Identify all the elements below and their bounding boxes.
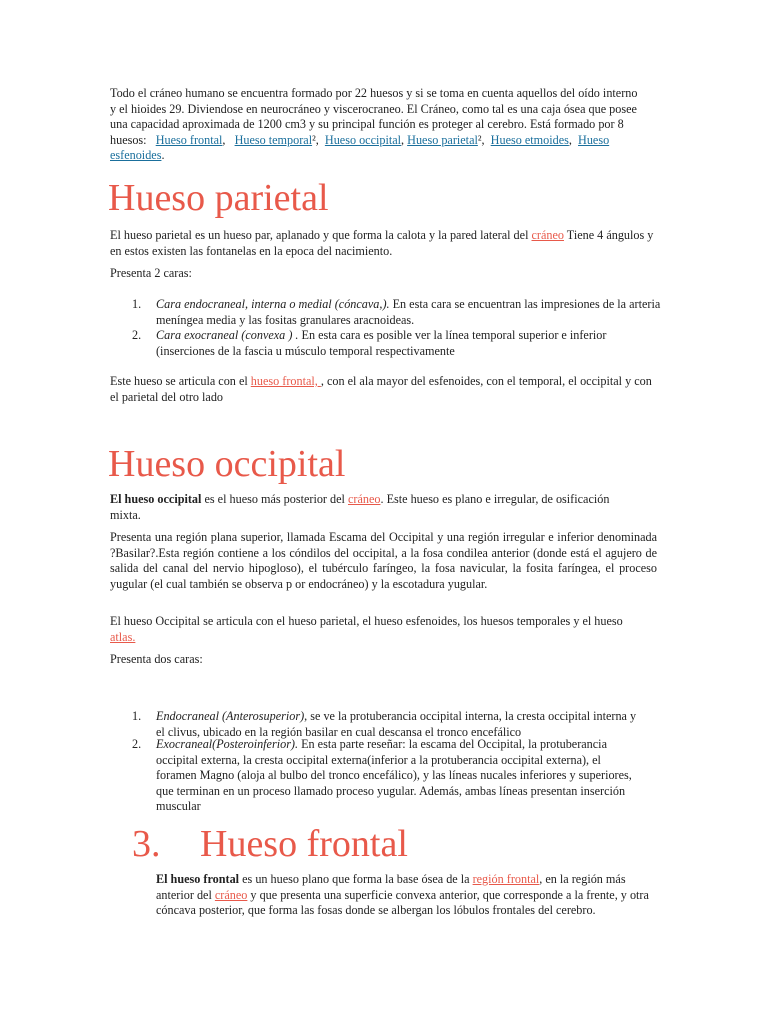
heading-number: 3. [132,823,161,865]
occipital-paragraph-1 [110,492,630,523]
link-region-frontal[interactable]: región frontal [472,872,540,886]
period: . [161,148,165,162]
italic-text: Cara exocraneal (convexa ) . [156,328,299,342]
text: El hueso parietal es un hueso par, aplanado y que forma la calota y la pared lateral del [110,228,532,242]
intro-text: Todo el cráneo humano se encuentra formado por 22 huesos y si se toma en cuenta aquellos del oído interno y el hioides 29. Diviendose en neurocráneo y viscerocraneo. El Cráneo, como tal es una caja ósea que posee una capacidad aproximada de 1200 cm3 y su principal función es proteger al cerebro. Está formado por 8 huesos: [110,86,638,147]
separator: , [222,132,226,147]
separator: ², [312,132,319,147]
italic-text: Endocraneal (Anterosuperior) [156,709,305,723]
list-number: 1. [132,709,142,723]
parietal-paragraph-1 [110,228,660,259]
occipital-list-item-1 [156,709,641,740]
text: y que presenta una superficie convexa anterior, que corresponde a la frente, y otra cóncava posterior, que forma las fosas donde se albergan los lóbulos frontales del cerebro. [156,887,649,917]
text: , se ve la protuberancia occipital interna, la cresta occipital interna y el clivus, ubicado en la región basilar en cual descansa el tronco encefálico [156,709,637,739]
parietal-list-item-1 [156,297,661,328]
parietal-paragraph-3 [110,374,660,405]
text: Tiene 4 ángulos y en estos existen las fontanelas en la epoca del nacimiento. [110,228,654,258]
text: El hueso Occipital se articula con el hueso parietal, el hueso esfenoides, los huesos temporales y el hueso [110,614,623,628]
heading-hueso-frontal: Hueso frontal [200,823,408,865]
text: es el hueso más posterior del [201,492,348,506]
frontal-paragraph-1 [156,872,656,919]
link-hueso-occipital[interactable]: Hueso occipital [324,132,402,147]
occipital-paragraph-3 [110,614,650,645]
text: Este hueso se articula con el [110,374,251,388]
list-number: 2. [132,328,142,342]
text: , con el ala mayor del esfenoides, con el temporal, el occipital y con el parietal del otro lado [110,374,652,404]
text: En esta cara es posible ver la línea temporal superior e inferior (inserciones de la fascia u músculo temporal respectivamente [156,328,607,358]
heading-hueso-parietal: Hueso parietal [108,177,329,219]
separator: , [568,132,572,147]
link-hueso-etmoides[interactable]: Hueso etmoides [490,132,569,147]
bold-text: El hueso frontal [156,872,240,886]
text: En esta parte reseñar: la escama del Occipital, la protuberancia occipital externa, la cresta occipital externa(inferior a la protuberancia occipital externa), el foramen Magno (aloja al bulbo del tronco encefálico), y las líneas nucales inferiores y superiores, que terminan en un proceso llamado proceso yugular. Además, ambas líneas presentan inserción muscular [156,737,632,813]
occipital-list-item-2 [156,737,641,815]
link-hueso-esfenoides[interactable]: Hueso esfenoides [110,132,610,162]
separator: , [401,132,405,147]
text: es un hueso plano que forma la base ósea de la [239,872,473,886]
link-hueso-parietal[interactable]: Hueso parietal [407,132,478,147]
parietal-paragraph-2: Presenta 2 caras: [110,266,192,280]
occipital-paragraph-2: Presenta una región plana superior, llamada Escama del Occipital y una región irregular e inferior denominada ?Basilar?.Esta región contiene a los cóndilos del occipital, a la fosa condilea anterior (donde está el agujero de salida del canal del nervio hipogloso), el tubérculo faríngeo, la fosa navicular, la fosita faríngea, el proceso yugular (el cual también se observa p or endocráneo) y la escotadura yugular. [110,530,657,591]
heading-hueso-occipital: Hueso occipital [108,443,346,485]
separator: ², [477,132,485,147]
parietal-list-item-2 [156,328,661,359]
intro-paragraph [110,86,638,164]
link-hueso-temporal[interactable]: Hueso temporal [234,132,313,147]
link-craneo-2[interactable]: cráneo [347,492,381,506]
italic-text: Exocraneal(Posteroinferior). [156,737,299,751]
text: En esta cara se encuentran las impresiones de la arteria meníngea media y las fositas granulares aracnoideas. [156,297,661,327]
link-hueso-frontal[interactable]: Hueso frontal [155,132,223,147]
text: , en la región más anterior del [156,872,626,902]
list-number: 2. [132,737,142,751]
link-craneo[interactable]: cráneo [531,228,564,242]
occipital-paragraph-4: Presenta dos caras: [110,652,203,666]
link-atlas[interactable]: atlas. [110,629,136,644]
bold-text: El hueso occipital [110,492,202,506]
link-hueso-frontal-2[interactable]: hueso frontal, [250,374,321,388]
italic-text: Cara endocraneal, interna o medial (cóncava,). [156,297,390,311]
text: . Este hueso es plano e irregular, de osificación mixta. [110,492,610,522]
list-number: 1. [132,297,142,311]
link-craneo-3[interactable]: cráneo [214,887,248,902]
